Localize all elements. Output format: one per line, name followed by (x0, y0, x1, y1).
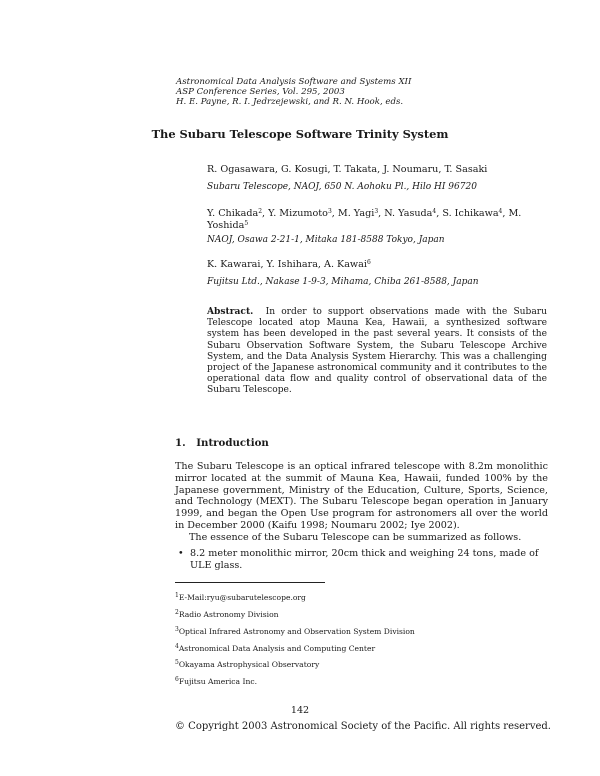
section-heading (175, 437, 269, 449)
author-list-2: Y. Chikada$^2$, Y. Mizumoto$^3$, M. Yagi$^3$, N. Yasuda$^4$, S. Ichikawa$^4$, M. Yoshida$^5$ (207, 208, 522, 231)
affiliation-2: NAOJ, Osawa 2-21-1, Mitaka 181-8588 Tokyo, Japan (207, 235, 445, 245)
footnote-ref: 2 (258, 208, 263, 215)
footnote-ref: 6 (366, 259, 371, 266)
list-item-text: 8.2 meter monolithic mirror, 20cm thick and weighing 24 tons, made of ULE glass. (190, 548, 539, 571)
paragraph-intro: The Subaru Telescope is an optical infrared telescope with 8.2m monolithic mirror located at the summit of Mauna Kea, Hawaii, funded 100% by the Japanese government, Ministry of the Education, Culture, Sports, Science, and Technology (MEXT). The Subaru Telescope began operation in January 1999, and began the Open Use program for astronomers all over the world in December 2000 (Kaifu 1998; Noumaru 2002; Iye 2002). (175, 461, 548, 531)
footnote-divider (175, 582, 325, 583)
author-list-3: K. Kawarai, Y. Ishihara, A. Kawai$^6$ (207, 259, 371, 270)
page-number: 142 (290, 705, 310, 716)
section-number: 1. (175, 437, 186, 449)
list-item (178, 548, 548, 572)
bullet-icon: • (178, 548, 184, 559)
footnote: $^3$Optical Infrared Astronomy and Observation System Division (175, 626, 415, 636)
footnote: $^4$Astronomical Data Analysis and Computing Center (175, 643, 376, 653)
footnote-ref: 3 (327, 208, 332, 215)
section-title: Introduction (196, 437, 269, 449)
footnote-ref: 4 (432, 208, 437, 215)
footnote-ref: 4 (498, 208, 503, 215)
series-title: Astronomical Data Analysis Software and Systems XII (176, 77, 412, 87)
footnote: $^1$E-Mail:ryu@subarutelescope.org (175, 592, 306, 602)
affiliation-1: Subaru Telescope, NAOJ, 650 N. Aohoku Pl., Hilo HI 96720 (207, 182, 477, 192)
footnote: $^5$Okayama Astrophysical Observatory (175, 659, 320, 669)
series-volume: ASP Conference Series, Vol. 295, 2003 (176, 87, 345, 97)
paragraph-summary: The essence of the Subaru Telescope can be summarized as follows. (189, 532, 522, 543)
paper-title: The Subaru Telescope Software Trinity System (151, 127, 449, 141)
abstract-label: Abstract. (207, 306, 254, 317)
series-editors: H. E. Payne, R. I. Jedrzejewski, and R. N. Hook, eds. (176, 97, 404, 107)
footnote: $^2$Radio Astronomy Division (175, 609, 279, 619)
footnote-ref: 3 (374, 208, 379, 215)
abstract-text: In order to support observations made with the Subaru Telescope located atop Mauna Kea, Hawaii, a synthesized software system has been developed in the past several years. It consists of the Subaru Observation Software System, the Subaru Telescope Archive System, and the Data Analysis System Hierarchy. This was a challenging project of the Japanese astronomical community and it contributes to the operational data flow and quality control of observational data of the Subaru Telescope. (207, 307, 547, 396)
abstract (207, 306, 547, 397)
footnote-ref: 5 (244, 220, 249, 227)
footnote: $^6$Fujitsu America Inc. (175, 676, 258, 686)
copyright-notice: © Copyright 2003 Astronomical Society of the Pacific. All rights reserved. (175, 721, 551, 732)
author-list-1: R. Ogasawara, G. Kosugi, T. Takata, J. Noumaru, T. Sasaki (207, 164, 488, 175)
affiliation-3: Fujitsu Ltd., Nakase 1-9-3, Mihama, Chiba 261-8588, Japan (207, 277, 479, 287)
